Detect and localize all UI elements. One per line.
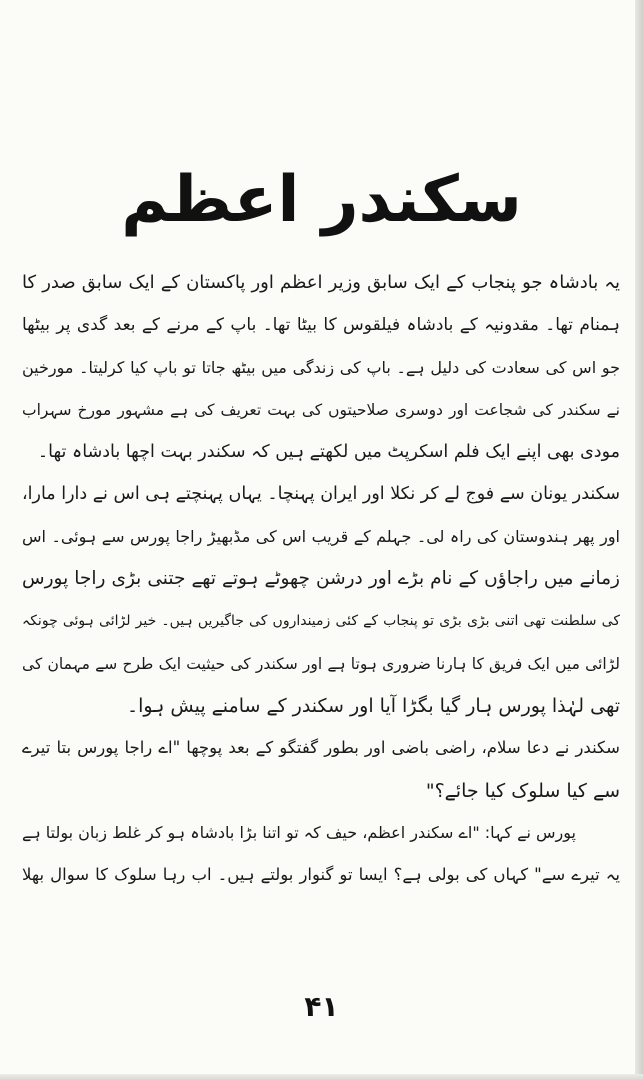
text-line: پورس نے کہا: "اے سکندر اعظم، حیف کہ تو اتنا بڑا بادشاہ ہو کر غلط زبان بولتا ہے	[22, 822, 576, 842]
text-line: یہ تیرے سے" کہاں کی بولی ہے؟ ایسا تو گنوار بولتے ہیں۔ اب رہا سلوک کا سوال بھلا	[22, 865, 620, 885]
text-line: سے کیا سلوک کیا جائے؟"	[425, 779, 620, 802]
text-line: جو اس کی سعادت کی دلیل ہے۔ باپ کی زندگی میں بیٹھ جاتا تو باپ کیا کرلیتا۔ مورخین	[22, 357, 620, 377]
text-line: تھی لہٰذا پورس ہار گیا بگڑا آیا اور سکندر کے سامنے پیش ہوا۔	[126, 694, 620, 717]
text-line: اور پھر ہندوستان کی راہ لی۔ جہلم کے قریب اس کی مڈبھیڑ راجا پورس سے ہوئی۔ اس	[22, 526, 620, 546]
text-line: سکندر یونان سے فوج لے کر نکلا اور ایران پہنچا۔ یہاں پہنچتے ہی اس نے دارا مارا،	[22, 484, 620, 505]
body-text	[22, 262, 620, 896]
page-number: ۴۱	[304, 990, 339, 1023]
text-line: کی سلطنت تھی اتنی بڑی بڑی تو پنجاب کے کئی زمینداروں کی جاگیریں ہیں۔ خیر لڑائی ہوئی چونکہ	[22, 613, 620, 630]
text-line: نے سکندر کی شجاعت اور دوسری صلاحیتوں کی بہت تعریف کی ہے مشہور مورخ سہراب	[22, 400, 620, 419]
text-line: ہمنام تھا۔ مقدونیہ کے بادشاہ فیلقوس کا بیٹا تھا۔ باپ کے مرنے کے بعد گدی پر بیٹھا	[22, 315, 620, 336]
page-bottom-shadow	[0, 1074, 643, 1080]
text-line: سکندر نے دعا سلام، راضی باضی اور بطور گفتگو کے بعد پوچھا "اے راجا پورس بتا تیرے	[22, 738, 620, 758]
text-line: مودی بھی اپنے ایک فلم اسکرپٹ میں لکھتے ہیں کہ سکندر بہت اچھا بادشاہ تھا۔	[37, 442, 620, 463]
text-line: زمانے میں راجاؤں کے نام بڑے اور درشن چھوٹے ہوتے تھے جتنی بڑی راجا پورس	[22, 568, 620, 590]
chapter-title: سکندر اعظم	[121, 163, 522, 237]
text-line: یہ بادشاہ جو پنجاب کے ایک سابق وزیر اعظم اور پاکستان کے ایک سابق صدر کا	[22, 272, 620, 293]
text-line: لڑائی میں ایک فریق کا ہارنا ضروری ہوتا ہے اور سکندر کی حیثیت ایک طرح سے مہمان کی	[22, 654, 620, 673]
